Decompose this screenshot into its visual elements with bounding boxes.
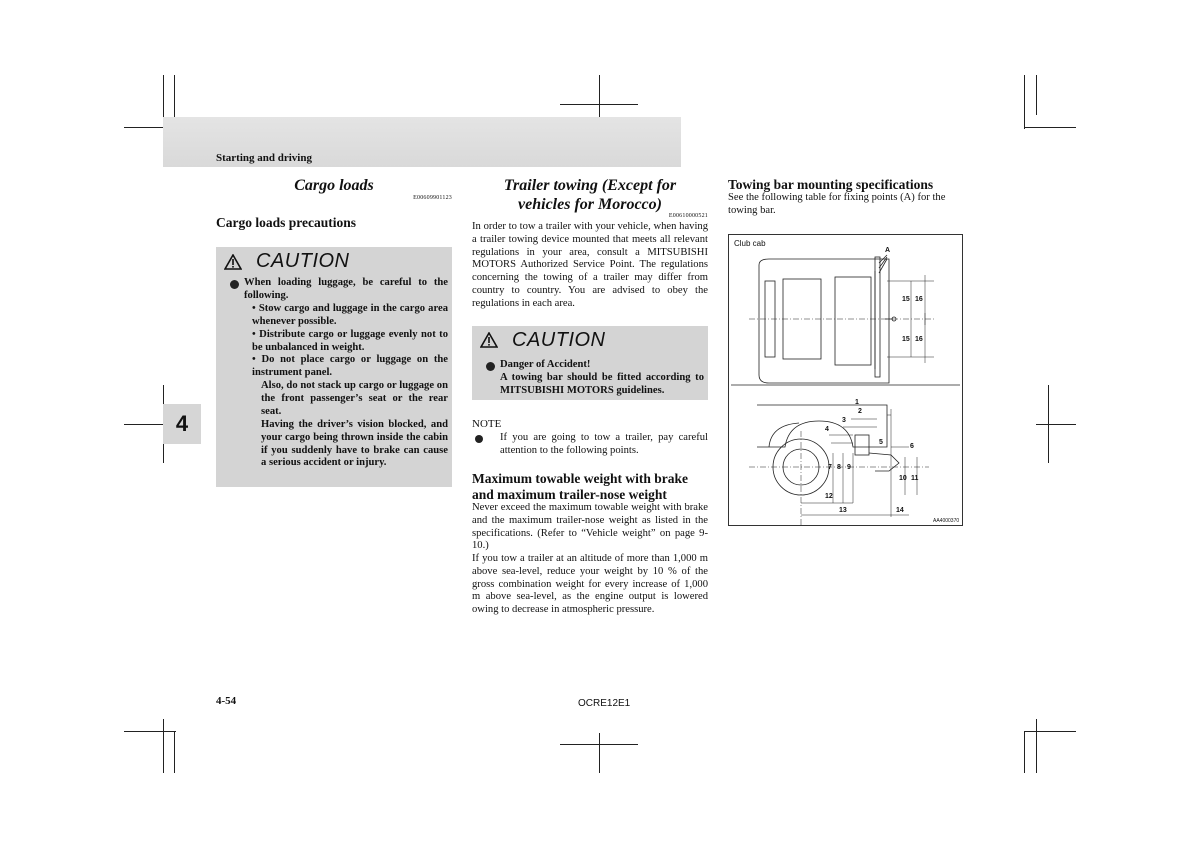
trailer-intro-text: In order to tow a trailer with your vehicle, when having a trailer towing device mounted that meets all relevant regulations in your area, consult a MITSUBISHI MOTORS Authorized Service Point. The regulations concerning the towing of a trailer may differ from country to country. You are advised to obey the regulations in each area. — [472, 221, 708, 309]
caution-bullet-body: A towing bar should be fitted according to MITSUBISHI MOTORS guidelines. — [500, 372, 704, 396]
dim-label: 2 — [858, 408, 862, 415]
crop-mark — [163, 75, 164, 117]
section-header: Starting and driving — [216, 152, 312, 164]
dim-label: 10 — [899, 475, 907, 482]
trailer-towing-code: E00610000521 — [668, 213, 708, 219]
bullet-dot — [486, 362, 495, 371]
vehicle-diagram — [729, 235, 962, 525]
dim-label: 12 — [825, 493, 833, 500]
page-number: 4-54 — [216, 695, 237, 707]
title-line: vehicles for Morocco) — [518, 196, 662, 213]
title-line: Trailer towing (Except for — [503, 177, 677, 194]
crop-mark — [174, 731, 175, 773]
caution-extra: Having the driver’s vision blocked, and your cargo being thrown inside the cabin if you suddenly have to brake can cause a serious accident or injury. — [261, 419, 448, 469]
caution-item: • Distribute cargo or luggage evenly not to be unbalanced in weight. — [252, 329, 449, 353]
towing-bar-text: See the following table for fixing points (A) for the towing bar. — [728, 192, 946, 216]
caution-title: CAUTION — [512, 329, 606, 351]
dim-label: 8 — [837, 464, 841, 471]
cargo-precautions-heading: Cargo loads precautions — [216, 215, 357, 230]
dim-label: 16 — [915, 336, 923, 343]
caution-item-text: Distribute cargo or luggage evenly not to be unbalanced in weight. — [252, 329, 449, 353]
trailer-caution-box — [472, 326, 708, 400]
bullet-dot — [230, 280, 239, 289]
heading-line: Maximum towable weight with brake — [472, 471, 688, 486]
crop-mark — [1024, 731, 1076, 732]
trailer-towing-title — [472, 176, 708, 214]
chapter-tab: 4 — [163, 404, 201, 444]
max-weight-heading — [472, 471, 708, 503]
crop-mark — [1024, 731, 1025, 773]
crop-mark — [1036, 719, 1037, 773]
heading-line: and maximum trailer-nose weight — [472, 487, 667, 502]
cargo-loads-code: E00609901123 — [413, 195, 452, 201]
dim-label: 3 — [842, 417, 846, 424]
dim-label: 7 — [828, 464, 832, 471]
towing-bar-heading: Towing bar mounting specifications — [728, 177, 934, 192]
dim-label: 15 — [902, 336, 910, 343]
warning-icon — [480, 332, 498, 348]
crop-mark — [560, 744, 638, 745]
dim-label: 11 — [911, 475, 919, 482]
warning-icon — [224, 254, 242, 270]
crop-mark — [1036, 75, 1037, 115]
crop-mark — [1024, 75, 1025, 129]
point-label-a: A — [885, 247, 891, 254]
towing-bar-figure — [728, 234, 963, 526]
note-bullet-dot — [475, 435, 483, 443]
caution-extra: Also, do not stack up cargo or luggage on the front passenger’s seat or the rear seat. — [261, 380, 448, 417]
cargo-loads-title: Cargo loads — [294, 177, 374, 194]
document-code: OCRE12E1 — [578, 698, 631, 709]
dim-label: 13 — [839, 507, 847, 514]
note-label: NOTE — [472, 418, 502, 430]
max-weight-para1: Never exceed the maximum towable weight with brake and the maximum trailer-nose weight as listed in the specifications. (Refer to “Vehicle weight” on page 9-10.) — [472, 502, 708, 552]
crop-mark — [163, 719, 164, 773]
crop-mark — [1036, 424, 1076, 425]
dim-label: 16 — [915, 296, 923, 303]
crop-mark — [124, 731, 176, 732]
caution-item-text: Do not place cargo or luggage on the instrument panel. — [252, 354, 448, 378]
caution-item: • Stow cargo and luggage in the cargo area whenever possible. — [252, 303, 448, 327]
cargo-caution-box — [216, 247, 452, 487]
dim-label: 5 — [879, 439, 883, 446]
note-text: If you are going to tow a trailer, pay careful attention to the following points. — [500, 432, 708, 456]
dim-label: 15 — [902, 296, 910, 303]
dim-label: 14 — [896, 507, 904, 514]
caution-bullet-title: Danger of Accident! — [500, 359, 591, 370]
caution-item-text: Stow cargo and luggage in the cargo area whenever possible. — [252, 303, 448, 327]
dim-label: 1 — [855, 399, 859, 406]
caution-bullet: When loading luggage, be careful to the following. — [244, 277, 448, 301]
crop-mark — [599, 733, 600, 773]
figure-code: AA4000370 — [933, 518, 960, 524]
dim-label: 4 — [825, 426, 829, 433]
caution-item: • Do not place cargo or luggage on the instrument panel. — [252, 354, 448, 378]
max-weight-para2: If you tow a trailer at an altitude of more than 1,000 m above sea-level, reduce your weight by 10 % of the gross combination weight for every increase of 1,000 m above sea-level, as the engine output is lowered owing to decrease in atmospheric pressure. — [472, 553, 708, 616]
caution-title: CAUTION — [256, 250, 350, 272]
dim-label: 6 — [910, 443, 914, 450]
crop-mark — [124, 424, 164, 425]
figure-caption: Club cab — [734, 239, 766, 248]
dim-label: 9 — [847, 464, 851, 471]
crop-mark — [1024, 127, 1076, 128]
crop-mark — [560, 104, 638, 105]
